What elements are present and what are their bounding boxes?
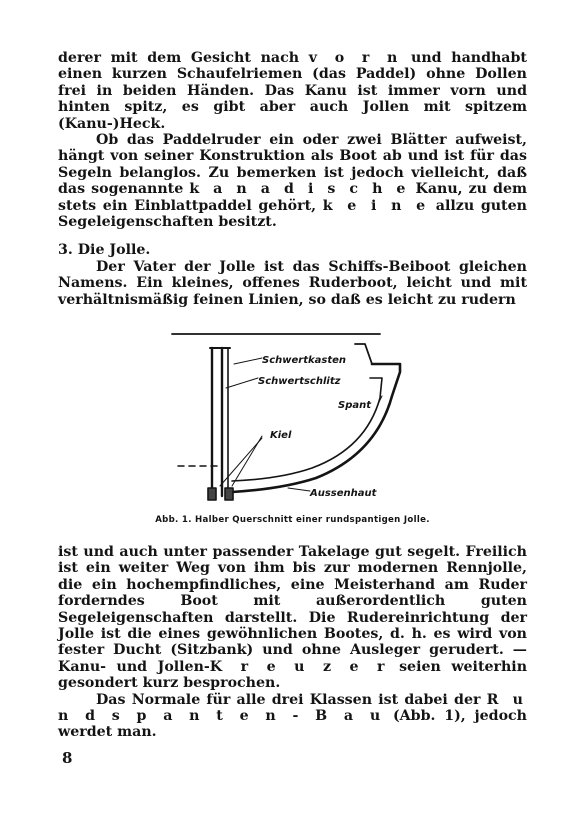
label-schwertkasten: Schwertkasten [262, 355, 347, 366]
label-schwertschlitz: Schwertschlitz [258, 376, 341, 387]
leader-schwertkasten [234, 358, 262, 364]
paragraph-rennjolle: ist und auch unter passender Takelage gut segelt. Freilich ist ein weiter Weg von ihm bis zur modernen Rennjolle, die ein hochempfindliches, eine Meisterhand am Ruder forderndes Boot mit außerordentlich guten Segeleigenschaften darstellt. Die Rudereinrichtung der Jolle ist die eines gewöhnlichen Bootes, d. h. es wird von fester Ducht (Sitzbank) und ohne Ausleger gerudert. — Kanu- und Jollen-K r e u z e r seien weiterhin gesondert kurz besprochen. [58, 544, 528, 692]
page-number: 8 [62, 749, 73, 767]
section-heading: 3. Die Jolle. [58, 242, 151, 259]
leader-aussenhaut [288, 488, 310, 491]
figure-caption: Abb. 1. Halber Querschnitt einer rundspantigen Jolle. [155, 515, 430, 525]
figure-half-cross-section [170, 326, 432, 506]
paragraph-normale: Das Normale für alle drei Klassen ist dabei der R u n d s p a n t e n - B a u (Abb. 1), jedoch werdet man. [58, 691, 527, 741]
label-kiel: Kiel [270, 430, 292, 441]
paragraph-kanu: derer mit dem Gesicht nach v o r n und handhabt einen kurzen Schaufelriemen (das Paddel) ohne Dollen frei in beiden Händen. Das Kanu ist immer vorn und hinten spitz, es gibt aber auch Jollen mit spitzem (Kanu-)Heck. [58, 50, 527, 132]
frame-line [232, 378, 382, 481]
gunwale [355, 344, 400, 364]
paragraph-jolle: Der Vater der Jolle ist das Schiffs-Beiboot gleichen Namens. Ein kleines, offenes Ruderboot, leicht und mit verhältnismäßig feinen Linien, so daß es leicht zu rudern [58, 258, 527, 308]
paragraph-paddelruder: Ob das Paddelruder ein oder zwei Blätter aufweist, hängt von seiner Konstruktion als Boot ab und ist für das Segeln belanglos. Zu bemerken ist jedoch vielleicht, daß das sogenannte k a n a d i s c h e Kanu, zu dem stets ein Einblattpaddel gehört, k e i n e allzu guten Segeleigenschaften besitzt. [58, 132, 527, 231]
bottom-text-block [58, 544, 527, 741]
label-spant: Spant [338, 400, 372, 411]
keel-block-left [208, 488, 216, 500]
leader-schwertschlitz [226, 378, 258, 388]
keel-block-right [225, 488, 233, 500]
label-aussenhaut: Aussenhaut [310, 488, 377, 499]
hull-diagram [170, 326, 432, 506]
top-text-block [58, 50, 527, 308]
